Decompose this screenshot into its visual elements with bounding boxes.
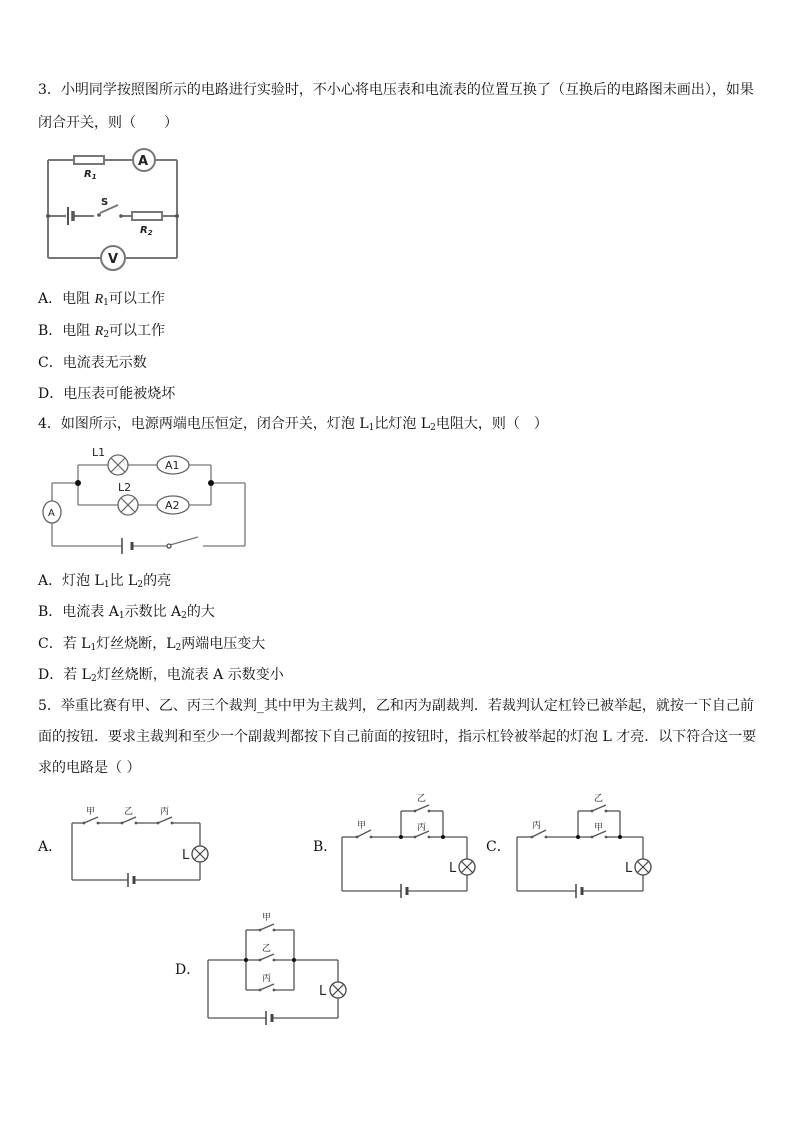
svg-text:丙: 丙 [532, 821, 542, 831]
svg-text:A2: A2 [165, 499, 180, 512]
svg-text:L2: L2 [118, 481, 132, 494]
q3-option-b[interactable]: B．电阻 $R_2$可以工作 [38, 323, 166, 340]
q3-resistor-r2 [132, 212, 162, 220]
svg-text:L: L [625, 861, 633, 876]
q4-option-d[interactable]: D．若 $L_2$灯丝烧断，电流表 A 示数变小 [38, 667, 284, 684]
svg-text:L: L [319, 984, 327, 999]
q4-option-b[interactable]: B．电流表 $A_1$示数比 $A_2$的大 [38, 604, 215, 621]
q4-stem: 4．如图所示，电源两端电压恒定，闭合开关，灯泡 $L_1$比灯泡 $L_2$电阻大，则（ ） [38, 416, 548, 433]
q4-option-c[interactable]: C．若 $L_1$灯丝烧断，$L_2$两端电压变大 [38, 636, 266, 653]
svg-text:L1: L1 [92, 446, 106, 459]
svg-text:甲: 甲 [357, 821, 367, 831]
q4-circuit-diagram [38, 442, 253, 552]
q5-circuit-c[interactable] [510, 785, 655, 900]
svg-text:乙: 乙 [124, 807, 134, 817]
q3-option-d[interactable]: D．电压表可能被烧坏 [38, 386, 176, 402]
q3-option-c[interactable]: C．电流表无示数 [38, 355, 147, 371]
svg-text:丙: 丙 [262, 974, 272, 984]
q5-circuit-a[interactable] [60, 805, 220, 890]
q5-c-lamp [635, 859, 651, 875]
svg-text:乙: 乙 [262, 944, 272, 954]
svg-text:A: A [48, 508, 55, 519]
q4-option-a[interactable]: A．灯泡 $L_1$比 $L_2$的亮 [38, 573, 172, 590]
q3-stem-line1: 3．小明同学按照图所示的电路进行实验时，不小心将电压表和电流表的位置互换了（互换后的电路图未画出），如果 [38, 82, 754, 98]
q4-lamp-l1 [108, 455, 128, 475]
q5-option-a-label[interactable]: A． [38, 839, 63, 855]
q5-option-c-label[interactable]: C． [486, 839, 511, 855]
svg-text:甲: 甲 [262, 913, 272, 923]
q3-circuit-diagram [40, 145, 190, 270]
svg-text:甲: 甲 [86, 807, 96, 817]
svg-text:乙: 乙 [594, 794, 604, 804]
svg-text:A1: A1 [165, 459, 180, 472]
q4-switch [167, 544, 171, 548]
q3-resistor-r1 [74, 156, 104, 164]
q4-lamp-l2 [118, 495, 138, 515]
q5-option-b-label[interactable]: B． [313, 839, 338, 855]
svg-text:V: V [108, 252, 119, 267]
q5-circuit-b[interactable] [335, 785, 480, 900]
svg-text:丙: 丙 [160, 807, 170, 817]
q3-stem-line2: 闭合开关，则（ ） [38, 115, 178, 131]
q5-b-lamp [459, 859, 475, 875]
q5-stem-line1: 5．举重比赛有甲、乙、丙三个裁判_其中甲为主裁判，乙和丙为副裁判．若裁判认定杠铃已被举起，就按一下自己前 [38, 698, 754, 714]
svg-text:乙: 乙 [417, 794, 427, 804]
svg-text:A: A [138, 154, 149, 169]
q5-circuit-d[interactable] [200, 908, 350, 1033]
q5-a-lamp [192, 846, 208, 862]
q3-option-a[interactable]: A．电阻 $R_1$可以工作 [38, 291, 165, 308]
svg-text:R1: $R_1$ [84, 169, 97, 181]
svg-text:S: S [101, 197, 109, 208]
svg-text:L: L [449, 861, 457, 876]
q5-stem-line2: 面的按钮．要求主裁判和至少一个副裁判都按下自己前面的按钮时，指示杠铃被举起的灯泡 L 才亮．以下符合这一要 [38, 729, 757, 745]
svg-text:R2: $R_2$ [140, 225, 153, 237]
svg-text:甲: 甲 [594, 823, 604, 833]
q3-switch-s [97, 213, 101, 217]
q5-option-d-label[interactable]: D． [175, 962, 201, 978]
q5-d-lamp [330, 982, 346, 998]
svg-text:丙: 丙 [417, 823, 427, 833]
q5-stem-line3: 求的电路是（ ） [38, 760, 141, 776]
svg-text:L: L [182, 848, 190, 863]
